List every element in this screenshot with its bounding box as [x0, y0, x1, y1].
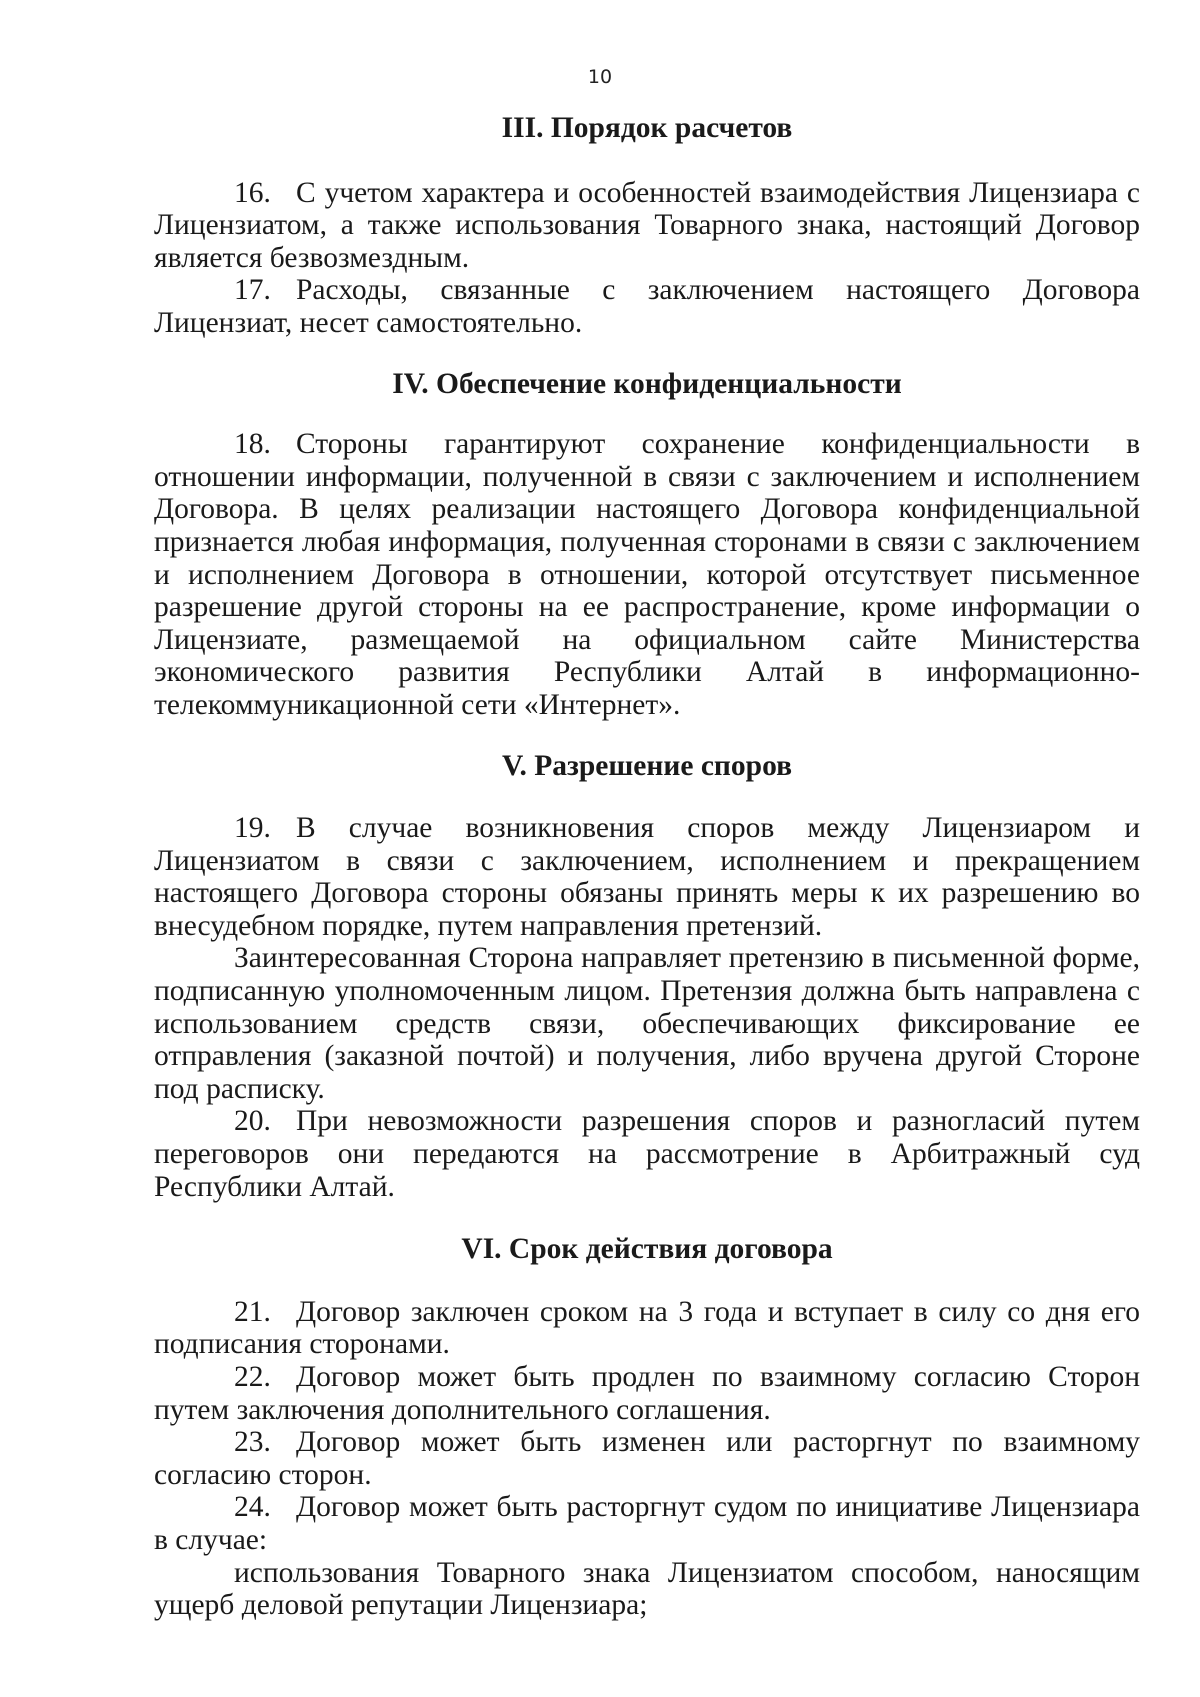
clause-17 [154, 274, 1140, 339]
clause-text: Договор может быть продлен по взаимному согласию Сторон путем заключения дополнительного соглашения. [154, 1361, 1140, 1426]
clause-20 [154, 1105, 1140, 1203]
clause-text: При невозможности разрешения споров и разногласий путем переговоров они передаются на рассмотрение в Арбитражный суд Республики Алтай. [154, 1105, 1140, 1203]
section-title-confidentiality: IV. Обеспечение конфиденциальности [392, 367, 902, 400]
clause-18 [154, 428, 1140, 721]
clause-24 [154, 1491, 1140, 1556]
clause-number: 20. [234, 1105, 271, 1138]
clause-text: Договор может быть расторгнут судом по инициативе Лицензиара в случае: [154, 1491, 1140, 1556]
clause-22 [154, 1361, 1140, 1426]
page-number: 10 [587, 66, 613, 88]
clause-19 [154, 812, 1140, 942]
clause-text: Заинтересованная Сторона направляет претензию в письменной форме, подписанную уполномоченным лицом. Претензия должна быть направлена с использованием средств связи, обеспечивающих фиксирование ее отправления (заказной почтой) и получения, либо вручена другой Стороне под расписку. [154, 942, 1140, 1105]
clause-text: Договор может быть изменен или расторгнут по взаимному согласию сторон. [154, 1426, 1140, 1491]
clause-number: 23. [234, 1426, 271, 1459]
clause-24-item [154, 1557, 1140, 1622]
clause-23 [154, 1426, 1140, 1491]
clause-number: 17. [234, 274, 271, 307]
clause-text: Расходы, связанные с заключением настоящего Договора Лицензиат, несет самостоятельно. [154, 274, 1140, 339]
section-title-payment: III. Порядок расчетов [501, 112, 793, 144]
document-body [154, 112, 1140, 1622]
section-title-disputes: V. Разрешение споров [501, 749, 793, 782]
clause-number: 16. [234, 176, 271, 209]
clause-text: Договор заключен сроком на 3 года и вступает в силу со дня его подписания сторонами. [154, 1295, 1140, 1361]
clause-text: С учетом характера и особенностей взаимодействия Лицензиара с Лицензиатом, а также использования Товарного знака, настоящий Договор является безвозмездным. [154, 176, 1140, 274]
clause-text: использования Товарного знака Лицензиатом способом, наносящим ущерб деловой репутации Лицензиара; [154, 1556, 1140, 1622]
clause-number: 21. [234, 1295, 271, 1328]
clause-number: 22. [234, 1361, 271, 1393]
clause-number: 19. [234, 812, 271, 845]
clause-text: В случае возникновения споров между Лицензиаром и Лицензиатом в связи с заключением, исполнением и прекращением настоящего Договора стороны обязаны принять меры к их разрешению во внесудебном порядке, путем направления претензий. [154, 812, 1140, 942]
section-title-term: VI. Срок действия договора [461, 1233, 833, 1266]
clause-16 [154, 177, 1140, 275]
clause-19-continued [154, 942, 1140, 1105]
clause-text: Стороны гарантируют сохранение конфиденциальности в отношении информации, полученной в связи с заключением и исполнением Договора. В целях реализации настоящего Договора конфиденциальной признается любая информация, полученная сторонами в связи с заключением и исполнением Договора в отношении, которой отсутствует письменное разрешение другой стороны на ее распространение, кроме информации о Лицензиате, размещаемой на официальном сайте Министерства экономического развития Республики Алтай в информационно-телекоммуникационной сети «Интернет». [154, 428, 1140, 721]
clause-number: 18. [234, 428, 271, 461]
clause-number: 24. [234, 1491, 271, 1524]
clause-21 [154, 1296, 1140, 1361]
